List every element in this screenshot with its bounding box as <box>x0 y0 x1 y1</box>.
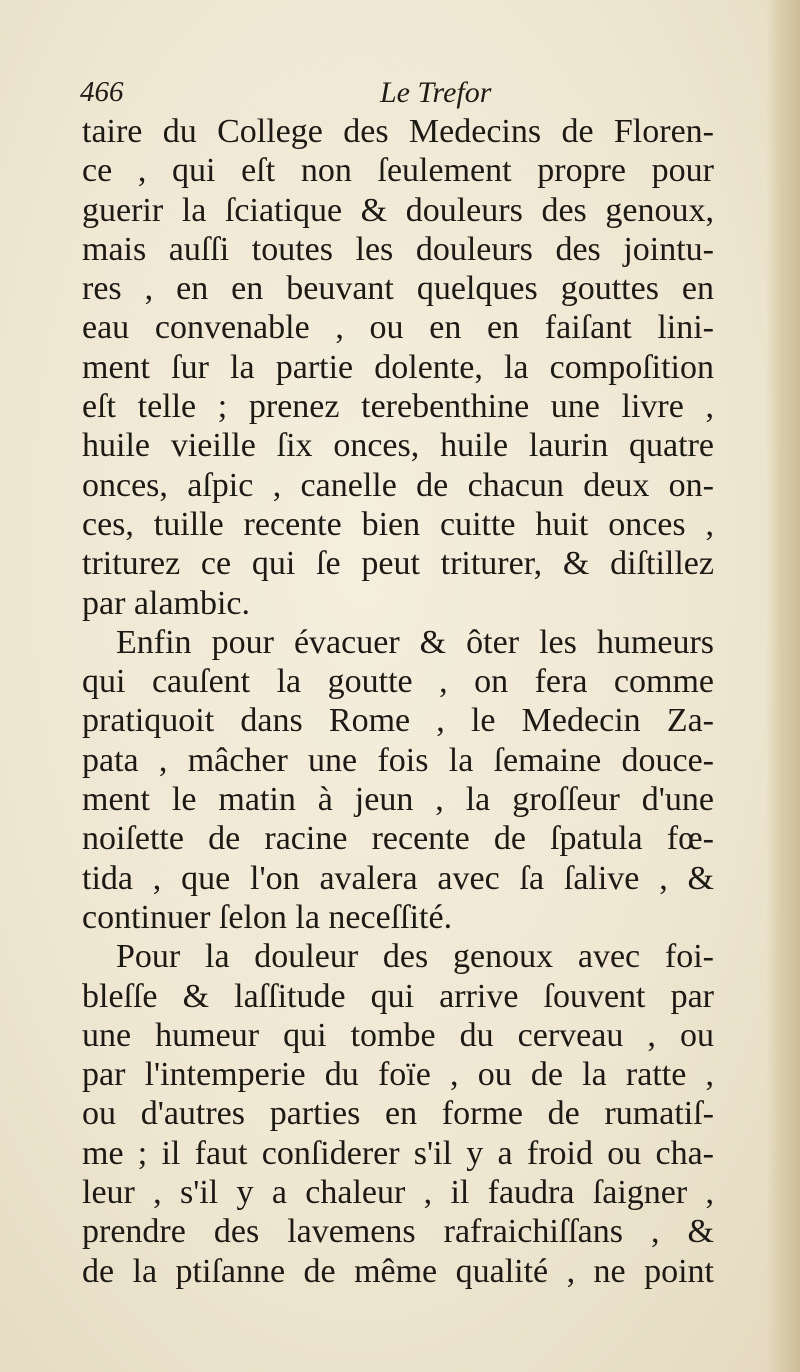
text-line: une humeur qui tombe du cerveau , ou <box>82 1016 714 1054</box>
text-line: triturez ce qui ſe peut triturer, & diſtillez <box>82 545 714 583</box>
page-edge-shadow <box>766 0 800 1372</box>
text-line: qui cauſent la goutte , on fera comme <box>82 663 714 701</box>
text-line: pratiquoit dans Rome , le Medecin Za- <box>82 702 714 740</box>
paragraph-start-line: Enfin pour évacuer & ôter les humeurs <box>116 623 714 661</box>
text-line: mais auſſi toutes les douleurs des jointu- <box>82 230 714 268</box>
body-text <box>82 112 714 1291</box>
text-line: me ; il faut conſiderer s'il y a froid ou cha- <box>82 1134 714 1172</box>
running-head: Le Trefor <box>380 76 492 109</box>
page-number: 466 <box>80 76 124 108</box>
text-line: eſt telle ; prenez terebenthine une livre , <box>82 388 714 426</box>
text-line: ces, tuille recente bien cuitte huit onces , <box>82 505 714 543</box>
text-line: leur , s'il y a chaleur , il faudra ſaigner , <box>82 1174 714 1212</box>
text-line: ment le matin à jeun , la groſſeur d'une <box>82 781 714 819</box>
text-line: pata , mâcher une fois la ſemaine douce- <box>82 741 714 779</box>
text-line: eau convenable , ou en en faiſant lini- <box>82 309 714 347</box>
text-line: bleſſe & laſſitude qui arrive ſouvent par <box>82 977 714 1015</box>
paragraph-end-line: continuer ſelon la neceſſité. <box>82 898 453 936</box>
text-line: ce , qui eſt non ſeulement propre pour <box>82 152 714 190</box>
text-line: de la ptiſanne de même qualité , ne point <box>82 1252 714 1290</box>
paragraph-end-line: par alambic. <box>82 584 251 622</box>
text-line: noiſette de racine recente de ſpatula fœ- <box>82 820 714 858</box>
text-line: guerir la ſciatique & douleurs des genoux, <box>82 191 714 229</box>
text-line: par l'intemperie du foïe , ou de la ratte , <box>82 1056 714 1094</box>
text-line: ment ſur la partie dolente, la compoſition <box>82 348 714 386</box>
text-line: huile vieille ſix onces, huile laurin quatre <box>82 427 714 465</box>
text-line: tida , que l'on avalera avec ſa ſalive , & <box>82 859 714 897</box>
text-line: onces, aſpic , canelle de chacun deux on- <box>82 466 714 504</box>
text-line: taire du College des Medecins de Floren- <box>82 113 714 150</box>
paragraph-start-line: Pour la douleur des genoux avec foi- <box>116 938 714 976</box>
text-line: res , en en beuvant quelques gouttes en <box>82 270 714 308</box>
text-line: prendre des lavemens rafraichiſſans , & <box>82 1213 714 1251</box>
text-line: ou d'autres parties en forme de rumatiſ- <box>82 1095 714 1133</box>
